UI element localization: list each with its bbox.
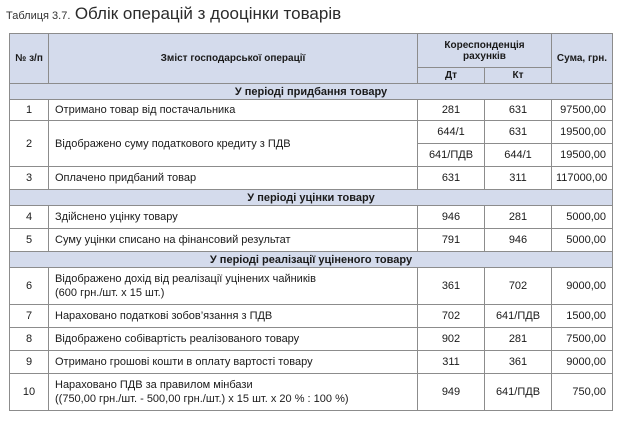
row-sum: 9000,00: [552, 351, 613, 374]
row-debit: 949: [418, 374, 485, 411]
table-row: [10, 167, 613, 190]
section-title: У періоді реалізації уціненого товару: [10, 252, 613, 268]
row-credit: 644/1: [485, 144, 552, 167]
row-debit: 641/ПДВ: [418, 144, 485, 167]
table-row: [10, 374, 613, 411]
table-row: [10, 351, 613, 374]
row-no: 5: [10, 229, 49, 252]
row-desc: Здійснено уцінку товару: [49, 206, 418, 229]
table-row: [10, 206, 613, 229]
row-debit: 946: [418, 206, 485, 229]
row-sum: 19500,00: [552, 121, 613, 144]
row-desc: Отримано грошові кошти в оплату вартості товару: [49, 351, 418, 374]
row-debit: 281: [418, 100, 485, 121]
row-desc: Відображено суму податкового кредиту з ПДВ: [49, 121, 418, 167]
table-row: [10, 121, 613, 144]
header-credit: Кт: [485, 68, 552, 84]
table-row: [10, 100, 613, 121]
row-credit: 631: [485, 121, 552, 144]
row-debit: 361: [418, 268, 485, 305]
row-sum: 117000,00: [552, 167, 613, 190]
section-title: У періоді придбання товару: [10, 84, 613, 100]
row-desc: [49, 268, 418, 305]
table-caption: [6, 4, 341, 30]
row-desc: [49, 374, 418, 411]
row-desc: Суму уцінки списано на фінансовий результат: [49, 229, 418, 252]
table-row: [10, 305, 613, 328]
row-credit: 361: [485, 351, 552, 374]
row-credit: 281: [485, 328, 552, 351]
row-debit: 791: [418, 229, 485, 252]
row-no: 1: [10, 100, 49, 121]
row-credit: 281: [485, 206, 552, 229]
row-no: 6: [10, 268, 49, 305]
header-debit: Дт: [418, 68, 485, 84]
row-credit: 702: [485, 268, 552, 305]
caption-label: Таблиця 3.7.: [6, 10, 71, 22]
row-sum: 9000,00: [552, 268, 613, 305]
row-sum: 5000,00: [552, 206, 613, 229]
row-desc-line1: Відображено дохід від реалізації уцінених чайників: [55, 273, 316, 285]
header-correspondence: Кореспонденція рахунків: [418, 34, 552, 68]
row-desc: Оплачено придбаний товар: [49, 167, 418, 190]
row-desc-line2: ((750,00 грн./шт. - 500,00 грн./шт.) х 15 шт. х 20 % : 100 %): [55, 393, 349, 405]
row-debit: 902: [418, 328, 485, 351]
row-sum: 97500,00: [552, 100, 613, 121]
row-no: 2: [10, 121, 49, 167]
row-debit: 702: [418, 305, 485, 328]
caption-title: Облік операцій з дооцінки товарів: [74, 4, 342, 23]
row-desc: Відображено собівартість реалізованого товару: [49, 328, 418, 351]
row-no: 3: [10, 167, 49, 190]
row-credit: 631: [485, 100, 552, 121]
row-debit: 311: [418, 351, 485, 374]
row-sum: 750,00: [552, 374, 613, 411]
table-row: [10, 268, 613, 305]
table-row: [10, 229, 613, 252]
row-no: 7: [10, 305, 49, 328]
row-sum: 1500,00: [552, 305, 613, 328]
row-desc-line1: Нараховано ПДВ за правилом мінбази: [55, 379, 253, 391]
table-row: [10, 328, 613, 351]
row-debit: 644/1: [418, 121, 485, 144]
row-desc: Нараховано податкові зобов’язання з ПДВ: [49, 305, 418, 328]
row-credit: 311: [485, 167, 552, 190]
header-no: № з/п: [10, 34, 49, 84]
row-desc-line2: (600 грн./шт. х 15 шт.): [55, 287, 165, 299]
row-sum: 19500,00: [552, 144, 613, 167]
row-no: 10: [10, 374, 49, 411]
operations-table: [9, 33, 613, 411]
row-credit: 641/ПДВ: [485, 305, 552, 328]
header-sum: Сума, грн.: [552, 34, 613, 84]
row-sum: 7500,00: [552, 328, 613, 351]
section-title: У періоді уцінки товару: [10, 190, 613, 206]
row-desc: Отримано товар від постачальника: [49, 100, 418, 121]
row-credit: 946: [485, 229, 552, 252]
row-credit: 641/ПДВ: [485, 374, 552, 411]
row-no: 9: [10, 351, 49, 374]
row-no: 8: [10, 328, 49, 351]
header-content: Зміст господарської операції: [49, 34, 418, 84]
row-sum: 5000,00: [552, 229, 613, 252]
row-no: 4: [10, 206, 49, 229]
row-debit: 631: [418, 167, 485, 190]
